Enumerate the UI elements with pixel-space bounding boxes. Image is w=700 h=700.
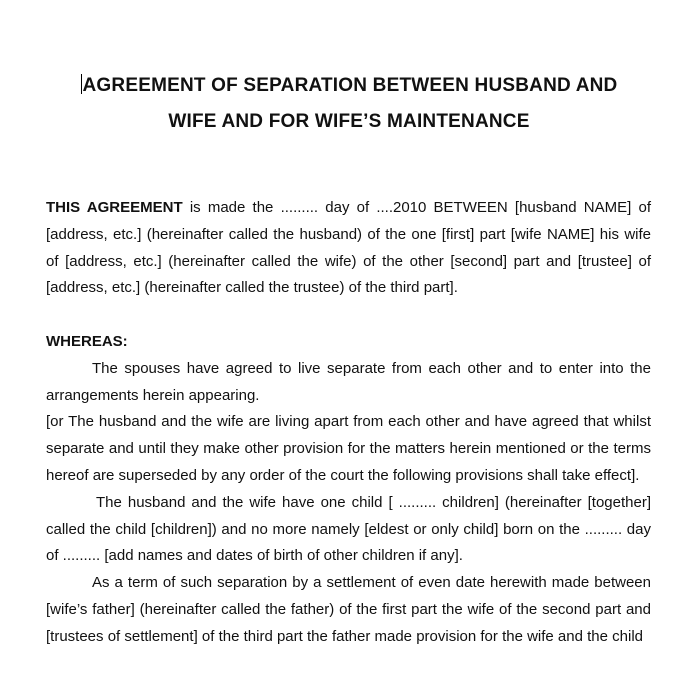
document-title — [46, 68, 652, 140]
paragraph-alternative: [or The husband and the wife are living apart from each other and have agreed that whilst separate and until they make other provision for the matters herein mentioned or the terms hereof are superseded by any order of the court the following provisions shall take effect]. — [46, 413, 651, 484]
document-body — [46, 195, 651, 651]
paragraph-settlement: As a term of such separation by a settlement of even date herewith made between [wife’s father] (hereinafter called the father) of the first part the wife of the second part and [trustees of settlement] of the third part the father made provision for the wife and the child — [46, 574, 651, 645]
page-cutoff — [0, 652, 700, 700]
intro-text: is made the ......... day of ....2010 BETWEEN [husband NAME] of [address, etc.] (hereinafter called the husband) of the one [first] part [wife NAME] his wife of [address, etc.] (hereinafter called the wife) of the other [second] part and [trustee] of [address, etc.] (hereinafter called the trustee) of the third part]. — [46, 199, 651, 297]
whereas-heading: WHEREAS: — [46, 332, 128, 350]
text-cursor — [81, 74, 82, 94]
paragraph-children: The husband and the wife have one child [ ......... children] (hereinafter [together] called the child [children]) and no more namely [eldest or only child] born on the ......... day of ......... [add names and dates of birth of other children if any]. — [46, 493, 651, 565]
paragraph-spouses-agreed: The spouses have agreed to live separate from each other and to enter into the arrangements herein appearing. — [46, 359, 651, 404]
title-line-1: AGREEMENT OF SEPARATION BETWEEN HUSBAND AND — [82, 75, 618, 96]
title-line-2: WIFE AND FOR WIFE’S MAINTENANCE — [168, 111, 530, 132]
intro-paragraph — [46, 195, 651, 302]
intro-lead: THIS AGREEMENT — [46, 199, 183, 216]
